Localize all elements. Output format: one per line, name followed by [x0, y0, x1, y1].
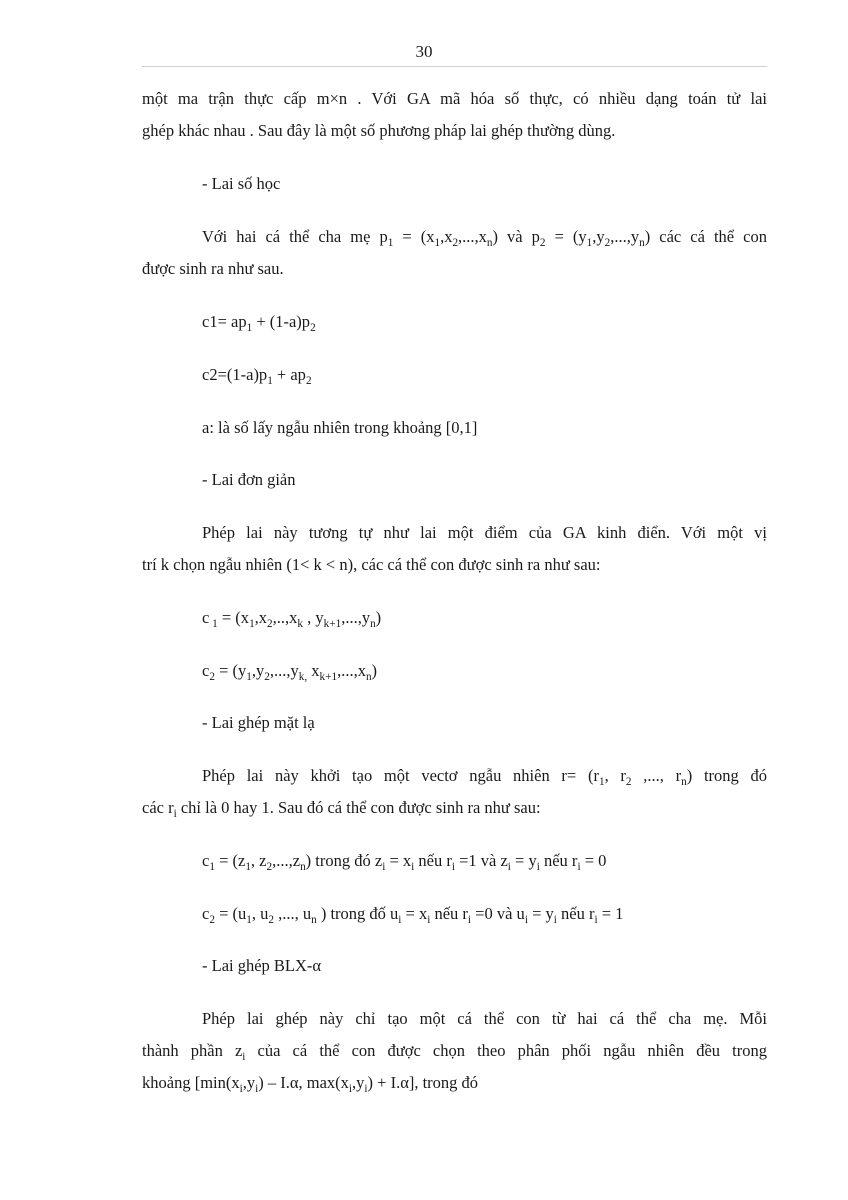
section-heading: - Lai số học — [202, 174, 281, 193]
paragraph-line: Phép lai này khởi tạo một vectơ ngẫu nhiên $r= (r_1$, $r_2$ ,..., $r_n$) trong đó — [202, 766, 767, 788]
paragraph-line: Với hai cá thể cha mẹ $p_1 = (x_1,x_2,...,x_n)$ và $p_2 = (y_1,y_2,...,y_n)$ các cá thể con — [202, 227, 767, 249]
paragraph-line: Phép lai này tương tự như lai một điểm của GA kinh điển. Với một vị — [202, 523, 767, 542]
section-heading: - Lai ghép BLX-α — [202, 956, 322, 975]
paragraph-line: thành phần $z_i$ của cá thể con được chọn theo phân phối ngẫu nhiên đều trong — [142, 1041, 767, 1063]
paragraph-line: Phép lai ghép này chỉ tạo một cá thể con từ hai cá thể cha mẹ. Mỗi — [202, 1009, 767, 1028]
paragraph-line: được sinh ra như sau. — [142, 259, 284, 278]
header-divider — [142, 66, 767, 67]
paragraph-line: các $r_i$ chỉ là 0 hay 1. Sau đó cá thể con được sinh ra như sau: — [142, 798, 541, 820]
section-heading: - Lai ghép mặt lạ — [202, 713, 315, 732]
paragraph-line: trí k chọn ngẫu nhiên (1< k < n), các cá thể con được sinh ra như sau: — [142, 555, 601, 574]
formula-line: $c1= ap_1 + (1-a)p_2$ — [202, 312, 316, 334]
formula-line: $c_2 = (y_1,y_2,...,y_{k,}$ $x_{k+1},...,x_n$) — [202, 661, 378, 683]
formula-line: $c2=(1-a)p_1 + ap_2$ — [202, 365, 312, 387]
paragraph-line: ghép khác nhau . Sau đây là một số phương pháp lai ghép thường dùng. — [142, 121, 616, 140]
section-heading: - Lai đơn giản — [202, 470, 296, 489]
paragraph-line: một ma trận thực cấp m×n . Với GA mã hóa số thực, có nhiều dạng toán tử lai — [142, 89, 767, 108]
page-number: 30 — [415, 42, 433, 61]
paragraph-line: khoảng [$\min(x_i,y_i) - I.\alpha$, $\max(x_i,y_i) + I.\alpha$], trong đó — [142, 1073, 479, 1095]
formula-line: $c_2 = (u_1$, $u_2$ ,..., $u_n$ ) trong đố $u_i = x_i$ nếu $r_i =0$ và $u_i = y_i$ nếu $r_i = 1$ — [202, 904, 624, 926]
formula-line: c $_1 = (x_1,x_2,..,x_k$ , $y_{k+1},...,y_n$) — [202, 608, 382, 630]
paragraph-line: a: là số lấy ngẫu nhiên trong khoảng [0,1] — [202, 418, 478, 437]
formula-line: $c_1 = (z_1$, $z_2,...,z_n$) trong đó $z_i = x_i$ nếu $r_i =1$ và $z_i = y_i$ nếu $r_i = 0$ — [202, 851, 607, 873]
